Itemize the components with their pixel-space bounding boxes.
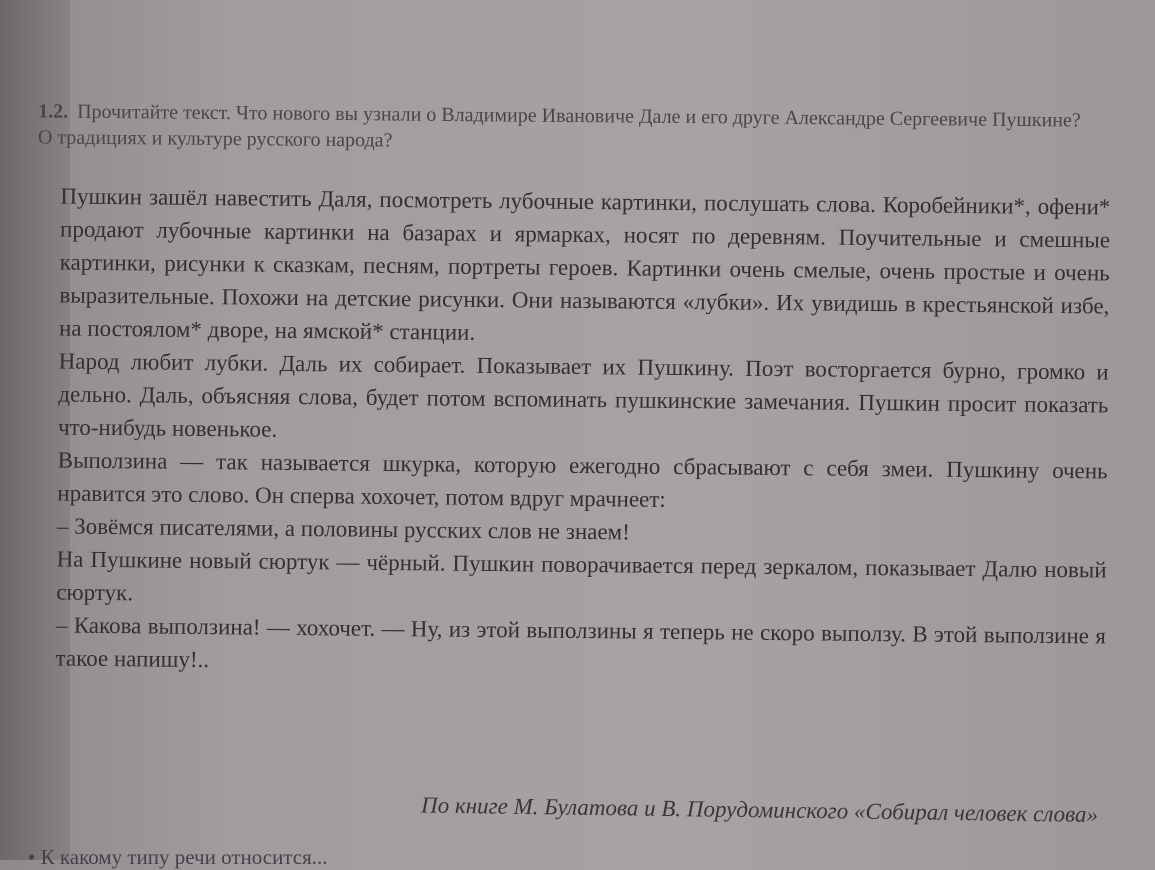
- task-text: Прочитайте текст. Что нового вы узнали о Владимире Ивановиче Дале и его друге Александре Сергеевиче Пушкине? О традициях и культуре русского народа?: [37, 100, 1081, 152]
- next-question-bullet: • К какому типу речи относится...: [28, 845, 328, 869]
- task-heading: [38, 98, 1098, 159]
- paragraph-1: Пушкин зашёл навестить Даля, посмотреть лубочные картинки, послушать слова. Коробейники*, офени* продают лубочные картинки на базарах и ярмарках, носят по деревням. Поучительные и смешные картинки, рисунки к сказкам, песням, портреты героев. Картинки очень смелые, очень простые и очень выразительные. Похожи на детские рисунки. Они называются «лубки». Их увидишь в крестьянской избе, на постоялом* дворе, на ямской* станции.: [58, 183, 1111, 345]
- paragraph-4: – Зовёмся писателями, а половины русских слов не знаем!: [56, 513, 630, 545]
- book-page: [28, 95, 1111, 869]
- paragraph-5: На Пушкине новый сюртук — чёрный. Пушкин поворачивается перед зеркалом, показывает Далю новый сюртук.: [56, 546, 1107, 606]
- paragraph-6: – Какова выползина! — хохочет. — Ну, из этой выползины я теперь не скоро выползу. В этой выползине я такое напишу!..: [55, 612, 1107, 673]
- source-citation: По книге М. Булатова и В. Порудоминского «Собирал человек слова»: [420, 792, 1099, 827]
- paragraph-2: Народ любит лубки. Даль их собирает. Показывает их Пушкину. Поэт восторгается бурно, громко и дельно. Даль, объясняя слова, будет потом вспоминать пушкинские замечания. Пушкин просит показать что-нибудь новенькое.: [57, 348, 1109, 442]
- story-text: [55, 180, 1110, 686]
- paragraph-3: Выползина — так называется шкурка, которую ежегодно сбрасывают с себя змеи. Пушкину очень нравится это слово. Он сперва хохочет, потом вдруг мрачнеет:: [57, 447, 1108, 512]
- task-number: 1.2.: [38, 100, 69, 123]
